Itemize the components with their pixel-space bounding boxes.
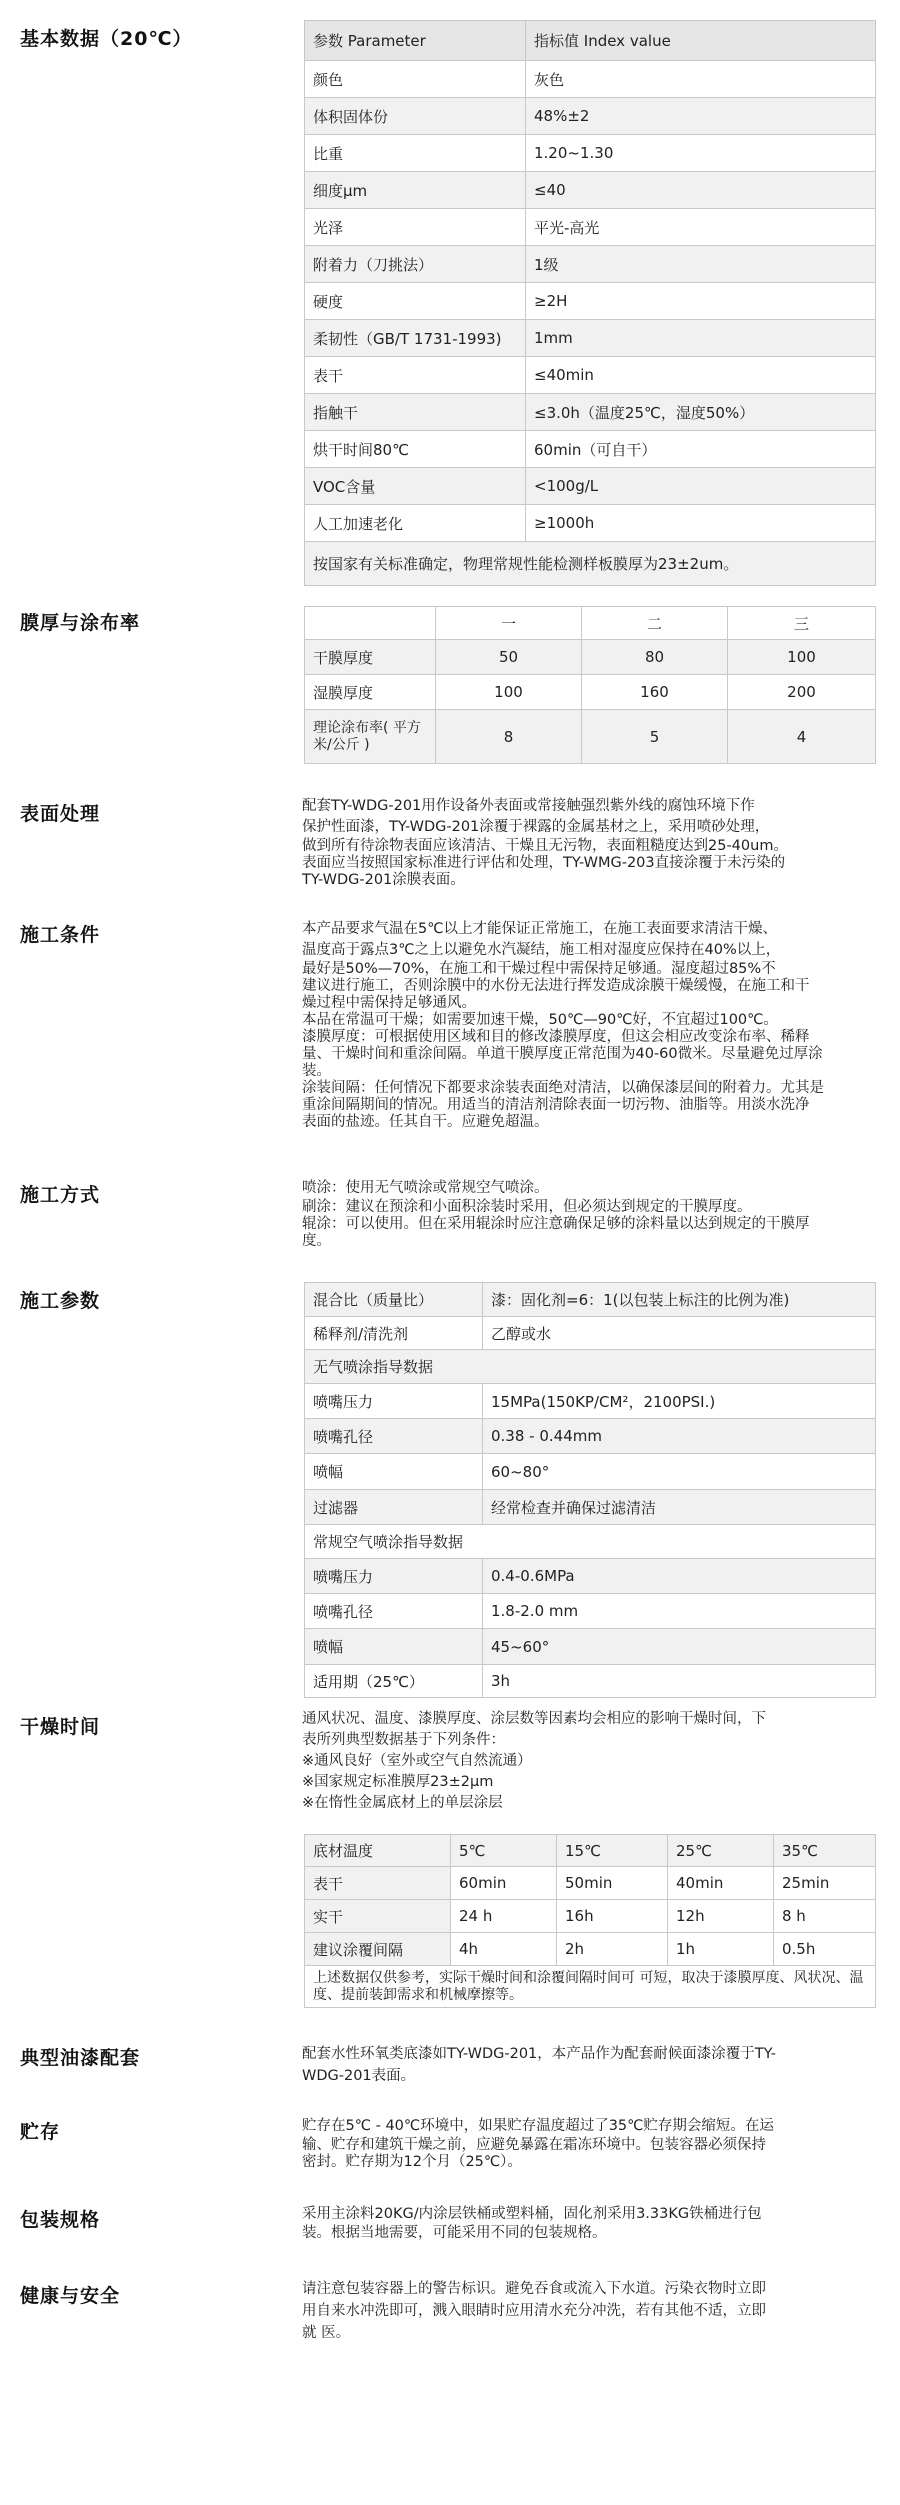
param-name: 烘干时间80℃ — [305, 431, 526, 468]
table-header-row — [305, 21, 876, 61]
table-row — [305, 1454, 876, 1490]
param-name: 表干 — [305, 357, 526, 394]
text-line: ※国家规定标准膜厚23±2μm — [302, 1774, 494, 1790]
table-row — [305, 1867, 876, 1900]
param-value: 灰色 — [526, 61, 876, 98]
cell: 0.5h — [774, 1933, 876, 1966]
param-name: 喷嘴孔径 — [305, 1594, 483, 1629]
section-title-drying-time: 干燥时间 — [20, 1716, 101, 1738]
text-line: WDG-201表面。 — [302, 2068, 416, 2084]
param-value: ≤40min — [526, 357, 876, 394]
param-value: ≥2H — [526, 283, 876, 320]
text-line: 请注意包装容器上的警告标识。避免吞食或流入下水道。污染衣物时立即 — [302, 2281, 766, 2297]
cell: 4h — [451, 1933, 557, 1966]
drying-time-table — [304, 1834, 876, 2008]
table-row — [305, 1317, 876, 1350]
section-title-basic-data: 基本数据（20℃） — [20, 28, 193, 50]
table-row — [305, 135, 876, 172]
param-name: 喷嘴孔径 — [305, 1419, 483, 1454]
table-row — [305, 1283, 876, 1317]
param-name: 附着力（刀挑法） — [305, 246, 526, 283]
param-name: 硬度 — [305, 283, 526, 320]
section-title-application-method: 施工方式 — [20, 1184, 101, 1206]
param-name: 体积固体份 — [305, 98, 526, 135]
cell: 40min — [668, 1867, 774, 1900]
text-line: 涂装间隔：任何情况下都要求涂装表面绝对清洁，以确保漆层间的附着力。尤其是 — [302, 1080, 824, 1096]
section-title-surface-treatment: 表面处理 — [20, 803, 101, 825]
param-value: 1mm — [526, 320, 876, 357]
surface-text — [302, 795, 874, 889]
table-note-row — [305, 1966, 876, 2008]
cell: 25min — [774, 1867, 876, 1900]
table-row — [305, 246, 876, 283]
header-temp: 15℃ — [557, 1835, 668, 1867]
storage-text — [302, 2115, 874, 2171]
param-name: 细度μm — [305, 172, 526, 209]
table-row — [305, 394, 876, 431]
header-coat-2: 二 — [582, 607, 728, 640]
section-title-construction-conditions: 施工条件 — [20, 924, 101, 946]
param-name: 喷幅 — [305, 1629, 483, 1665]
text-line: 漆膜厚度：可根据使用区域和目的修改漆膜厚度，但这会相应改变涂布率、稀释 — [302, 1029, 810, 1045]
table-row — [305, 61, 876, 98]
table-note-row — [305, 542, 876, 586]
param-name: 混合比（质量比） — [305, 1283, 483, 1317]
header-index-value: 指标值 Index value — [526, 21, 876, 61]
cell: 200 — [728, 675, 876, 710]
header-coat-1: 一 — [436, 607, 582, 640]
header-coat-3: 三 — [728, 607, 876, 640]
text-line: ※在惰性金属底材上的单层涂层 — [302, 1795, 503, 1811]
cell: 8 — [436, 710, 582, 764]
table-group-row — [305, 1350, 876, 1384]
param-value: 15MPa(150KP/CM²，2100PSI.) — [483, 1384, 876, 1419]
cell: 100 — [436, 675, 582, 710]
header-temp: 35℃ — [774, 1835, 876, 1867]
param-name: VOC含量 — [305, 468, 526, 505]
basic-data-table — [304, 20, 876, 586]
cell: 50 — [436, 640, 582, 675]
header-temp: 5℃ — [451, 1835, 557, 1867]
text-line: 辊涂：可以使用。但在采用辊涂时应注意确保足够的涂料量以达到规定的干膜厚 — [302, 1216, 810, 1232]
param-value: 60min（可自干） — [526, 431, 876, 468]
table-row — [305, 98, 876, 135]
text-line: 做到所有待涂物表面应该清洁、干燥且无污物，表面粗糙度达到25-40um。 — [302, 838, 788, 854]
text-line: 配套水性环氧类底漆如TY-WDG-201，本产品作为配套耐候面漆涂覆于TY- — [302, 2046, 777, 2062]
table-row — [305, 1384, 876, 1419]
table-header-row — [305, 1835, 876, 1867]
table-header-row — [305, 607, 876, 640]
param-value: ≤40 — [526, 172, 876, 209]
cell: 24 h — [451, 1900, 557, 1933]
param-value: ≥1000h — [526, 505, 876, 542]
table-row — [305, 1933, 876, 1966]
table-row — [305, 320, 876, 357]
section-title-storage: 贮存 — [20, 2121, 61, 2143]
table-row — [305, 1665, 876, 1698]
table-row — [305, 283, 876, 320]
table-row — [305, 1900, 876, 1933]
text-line: 喷涂：使用无气喷涂或常规空气喷涂。 — [302, 1180, 549, 1196]
packaging-text — [302, 2203, 874, 2242]
param-value: <100g/L — [526, 468, 876, 505]
param-value: 平光-高光 — [526, 209, 876, 246]
drying-text — [302, 1708, 874, 1814]
application-params-table — [304, 1282, 876, 1698]
text-line: 就 医。 — [302, 2325, 351, 2341]
section-title-packaging: 包装规格 — [20, 2209, 101, 2231]
group-label: 常规空气喷涂指导数据 — [305, 1525, 876, 1559]
header-blank — [305, 607, 436, 640]
param-name: 比重 — [305, 135, 526, 172]
text-line: 贮存在5℃ - 40℃环境中，如果贮存温度超过了35℃贮存期会缩短。在运 — [302, 2118, 774, 2134]
text-line: 本产品要求气温在5℃以上才能保证正常施工，在施工表面要求清洁干燥、 — [302, 921, 778, 937]
table-row — [305, 431, 876, 468]
text-line: 表面应当按照国家标准进行评估和处理，TY-WMG-203直接涂覆于未污染的 — [302, 855, 786, 871]
section-title-film-thickness: 膜厚与涂布率 — [20, 612, 141, 634]
param-value: ≤3.0h（温度25℃，湿度50%） — [526, 394, 876, 431]
text-line: 装。 — [302, 1063, 331, 1079]
param-value: 45~60° — [483, 1629, 876, 1665]
param-name: 人工加速老化 — [305, 505, 526, 542]
text-line: 配套TY-WDG-201用作设备外表面或常接触强烈紫外线的腐蚀环境下作 — [302, 798, 755, 814]
table-row — [305, 468, 876, 505]
table-row — [305, 357, 876, 394]
cell: 160 — [582, 675, 728, 710]
text-line: 用自来水冲洗即可，溅入眼睛时应用清水充分冲洗，若有其他不适，立即 — [302, 2303, 766, 2319]
cell: 50min — [557, 1867, 668, 1900]
table-row — [305, 710, 876, 764]
param-name: 柔韧性（GB/T 1731-1993) — [305, 320, 526, 357]
table-row — [305, 1419, 876, 1454]
cell: 8 h — [774, 1900, 876, 1933]
table-row — [305, 1559, 876, 1594]
text-line: 量、干燥时间和重涂间隔。单道干膜厚度正常范围为40-60微米。尽量避免过厚涂 — [302, 1046, 823, 1062]
film-thickness-table — [304, 606, 876, 764]
param-name: 喷嘴压力 — [305, 1559, 483, 1594]
cell: 1h — [668, 1933, 774, 1966]
text-line: 通风状况、温度、漆膜厚度、涂层数等因素均会相应的影响干燥时间，下 — [302, 1711, 766, 1727]
text-line: 表面的盐迹。任其自干。应避免超温。 — [302, 1114, 549, 1130]
param-name: 稀释剂/清洗剂 — [305, 1317, 483, 1350]
conditions-text — [302, 918, 874, 1131]
cell: 12h — [668, 1900, 774, 1933]
text-line: 燥过程中需保持足够通风。 — [302, 995, 476, 1011]
section-title-paint-system: 典型油漆配套 — [20, 2047, 141, 2069]
text-line: 重涂间隔期间的情况。用适当的清洁剂清除表面一切污物、油脂等。用淡水洗净 — [302, 1097, 810, 1113]
param-name: 喷嘴压力 — [305, 1384, 483, 1419]
param-value: 60~80° — [483, 1454, 876, 1490]
cell: 60min — [451, 1867, 557, 1900]
section-title-application-parameters: 施工参数 — [20, 1290, 101, 1312]
text-line: 刷涂：建议在预涂和小面积涂装时采用，但必须达到规定的干膜厚度。 — [302, 1199, 752, 1215]
cell: 100 — [728, 640, 876, 675]
param-name: 过滤器 — [305, 1490, 483, 1525]
table-group-row — [305, 1525, 876, 1559]
text-line: 输、贮存和建筑干燥之前，应避免暴露在霜冻环境中。包装容器必须保持 — [302, 2137, 766, 2153]
table-row — [305, 1594, 876, 1629]
row-label: 干膜厚度 — [305, 640, 436, 675]
param-name: 光泽 — [305, 209, 526, 246]
param-value: 乙醇或水 — [483, 1317, 876, 1350]
param-value: 经常检查并确保过滤清洁 — [483, 1490, 876, 1525]
param-value: 漆：固化剂=6：1(以包装上标注的比例为准) — [483, 1283, 876, 1317]
row-label: 湿膜厚度 — [305, 675, 436, 710]
method-text — [302, 1177, 874, 1250]
system-text — [302, 2041, 874, 2085]
param-value: 3h — [483, 1665, 876, 1698]
table-row — [305, 1490, 876, 1525]
cell: 4 — [728, 710, 876, 764]
param-value: 1.8-2.0 mm — [483, 1594, 876, 1629]
text-line: 最好是50%—70%，在施工和干燥过程中需保持足够通。湿度超过85%不 — [302, 961, 776, 977]
table-row — [305, 505, 876, 542]
param-value: 0.38 - 0.44mm — [483, 1419, 876, 1454]
text-line: 温度高于露点3℃之上以避免水汽凝结，施工相对湿度应保持在40%以上， — [302, 942, 781, 958]
table-note: 上述数据仅供参考，实际干燥时间和涂覆间隔时间可 可短，取决于漆膜厚度、风状况、温度、提前装卸需求和机械摩擦等。 — [305, 1966, 876, 2008]
param-name: 适用期（25℃） — [305, 1665, 483, 1698]
text-line: 采用主涂料20KG/内涂层铁桶或塑料桶，固化剂采用3.33KG铁桶进行包 — [302, 2206, 762, 2222]
text-line: 密封。贮存期为12个月（25℃）。 — [302, 2154, 522, 2170]
cell: 2h — [557, 1933, 668, 1966]
text-line: 度。 — [302, 1233, 331, 1249]
row-label: 理论涂布率( 平方米/公斤 ) — [305, 710, 436, 764]
cell: 80 — [582, 640, 728, 675]
param-value: 1.20~1.30 — [526, 135, 876, 172]
text-line: 表所列典型数据基于下列条件： — [302, 1732, 505, 1748]
safety-text — [302, 2278, 874, 2344]
param-value: 0.4-0.6MPa — [483, 1559, 876, 1594]
param-value: 1级 — [526, 246, 876, 283]
table-row — [305, 1629, 876, 1665]
text-line: 建议进行施工，否则涂膜中的水份无法进行挥发造成涂膜干燥缓慢，在施工和干 — [302, 978, 810, 994]
table-row — [305, 640, 876, 675]
section-title-health-safety: 健康与安全 — [20, 2285, 121, 2307]
text-line: 本品在常温可干燥；如需要加速干燥，50℃—90℃好，不宜超过100℃。 — [302, 1012, 778, 1028]
group-label: 无气喷涂指导数据 — [305, 1350, 876, 1384]
text-line: 装。根据当地需要，可能采用不同的包装规格。 — [302, 2225, 607, 2241]
param-name: 喷幅 — [305, 1454, 483, 1490]
header-parameter: 参数 Parameter — [305, 21, 526, 61]
text-line: 保护性面漆，TY-WDG-201涂覆于裸露的金属基材之上，采用喷砂处理， — [302, 819, 770, 835]
table-row — [305, 675, 876, 710]
param-value: 48%±2 — [526, 98, 876, 135]
row-label: 建议涂覆间隔 — [305, 1933, 451, 1966]
text-line: TY-WDG-201涂膜表面。 — [302, 872, 465, 888]
cell: 5 — [582, 710, 728, 764]
text-line: ※通风良好（室外或空气自然流通） — [302, 1753, 532, 1769]
cell: 16h — [557, 1900, 668, 1933]
table-note: 按国家有关标准确定，物理常规性能检测样板膜厚为23±2um。 — [305, 542, 876, 586]
table-row — [305, 209, 876, 246]
row-label: 表干 — [305, 1867, 451, 1900]
row-label: 实干 — [305, 1900, 451, 1933]
header-temp: 25℃ — [668, 1835, 774, 1867]
table-row — [305, 172, 876, 209]
param-name: 指触干 — [305, 394, 526, 431]
header-substrate-temp: 底材温度 — [305, 1835, 451, 1867]
param-name: 颜色 — [305, 61, 526, 98]
